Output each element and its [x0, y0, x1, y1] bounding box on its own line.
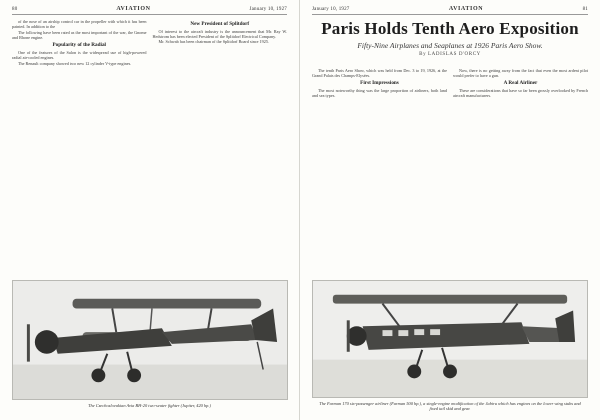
right-issue-date: January 10, 1927 [312, 7, 350, 12]
left-column-2 [153, 19, 288, 275]
right-col1-para: The most noteworthy thing was the large proportion of airliners, both land and sea types. [312, 87, 447, 98]
left-col2-para: Mr. Schwab has been chairman of the Splitdorf Board since 1925. [158, 39, 269, 45]
farman-airliner-photo [312, 280, 588, 398]
article-title: Paris Holds Tenth Aero Exposition [321, 19, 579, 38]
left-page-number: 80 [12, 7, 18, 12]
left-col1-para: One of the features of the Salon is the widespread use of high-powered radial air-cooled engines. [12, 49, 147, 60]
article-byline: By LADISLAS D'ORCY [419, 52, 481, 57]
left-issue-date: January 10, 1927 [249, 7, 287, 12]
left-columns [12, 19, 287, 275]
right-magazine-name: AVIATION [448, 6, 484, 12]
avia-biplane-photo [12, 280, 288, 400]
left-running-head [12, 6, 287, 15]
avia-biplane-image [13, 281, 287, 399]
right-page [300, 0, 600, 420]
left-col2-para: Of interest to the aircraft industry is the announcement that Mr. Ray W. Hedstrom has been elected President of the Splitdorf Electrical Company. [152, 28, 287, 39]
left-col1-para: of the nose of an airship control car in the propeller with which it has been painted. In addition to the [12, 19, 147, 30]
right-col1-para: The tenth Paris Aero Show, which was held from Dec. 3 to 19, 1926, at the Grand Palais des Champs-Elysées. [312, 68, 447, 79]
left-col1-subheading: Popularity of the Radial [52, 41, 106, 48]
article-subtitle: Fifty-Nine Airplanes and Seaplanes at 1926 Paris Aero Show. [357, 41, 543, 50]
farman-airliner-image [313, 281, 587, 397]
right-col1-subheading: First Impressions [360, 79, 399, 86]
right-running-head [312, 6, 588, 15]
right-col2-subheading: A Real Airliner [503, 79, 538, 86]
left-photo-caption: The Czechoslovakian Avia BH-20 two-seater fighter (Jupiter, 420 hp.) [88, 403, 211, 408]
left-col1-para: The following have been rated as the most important of the war, the Gnome and Rhone engine. [12, 29, 147, 41]
right-photo-caption: The Farman 170 six-passenger airliner (Farman 500 hp.), a single-engine modification of the Jabiru which has engines on the lower wing stubs and fixed tail skid and gear. [319, 401, 581, 412]
left-column-1 [12, 19, 147, 275]
left-magazine-name: AVIATION [116, 6, 151, 12]
right-columns [312, 68, 588, 276]
left-col2-subheading: New President of Splitdorf [190, 20, 250, 27]
right-page-number: 81 [582, 7, 588, 12]
right-col2-para: These are considerations that have so far been grossly overlooked by French aircraft manufacturers. [453, 87, 588, 98]
right-column-1 [312, 68, 447, 276]
right-col2-para: Now, there is no getting away from the fact that even the most ardent pilot would prefer to have a gun. [453, 68, 588, 79]
article-header [312, 19, 588, 57]
left-col1-para: The Renault company showed two new 12 cylinder V-type engines. [18, 60, 132, 66]
right-column-2 [453, 68, 588, 276]
